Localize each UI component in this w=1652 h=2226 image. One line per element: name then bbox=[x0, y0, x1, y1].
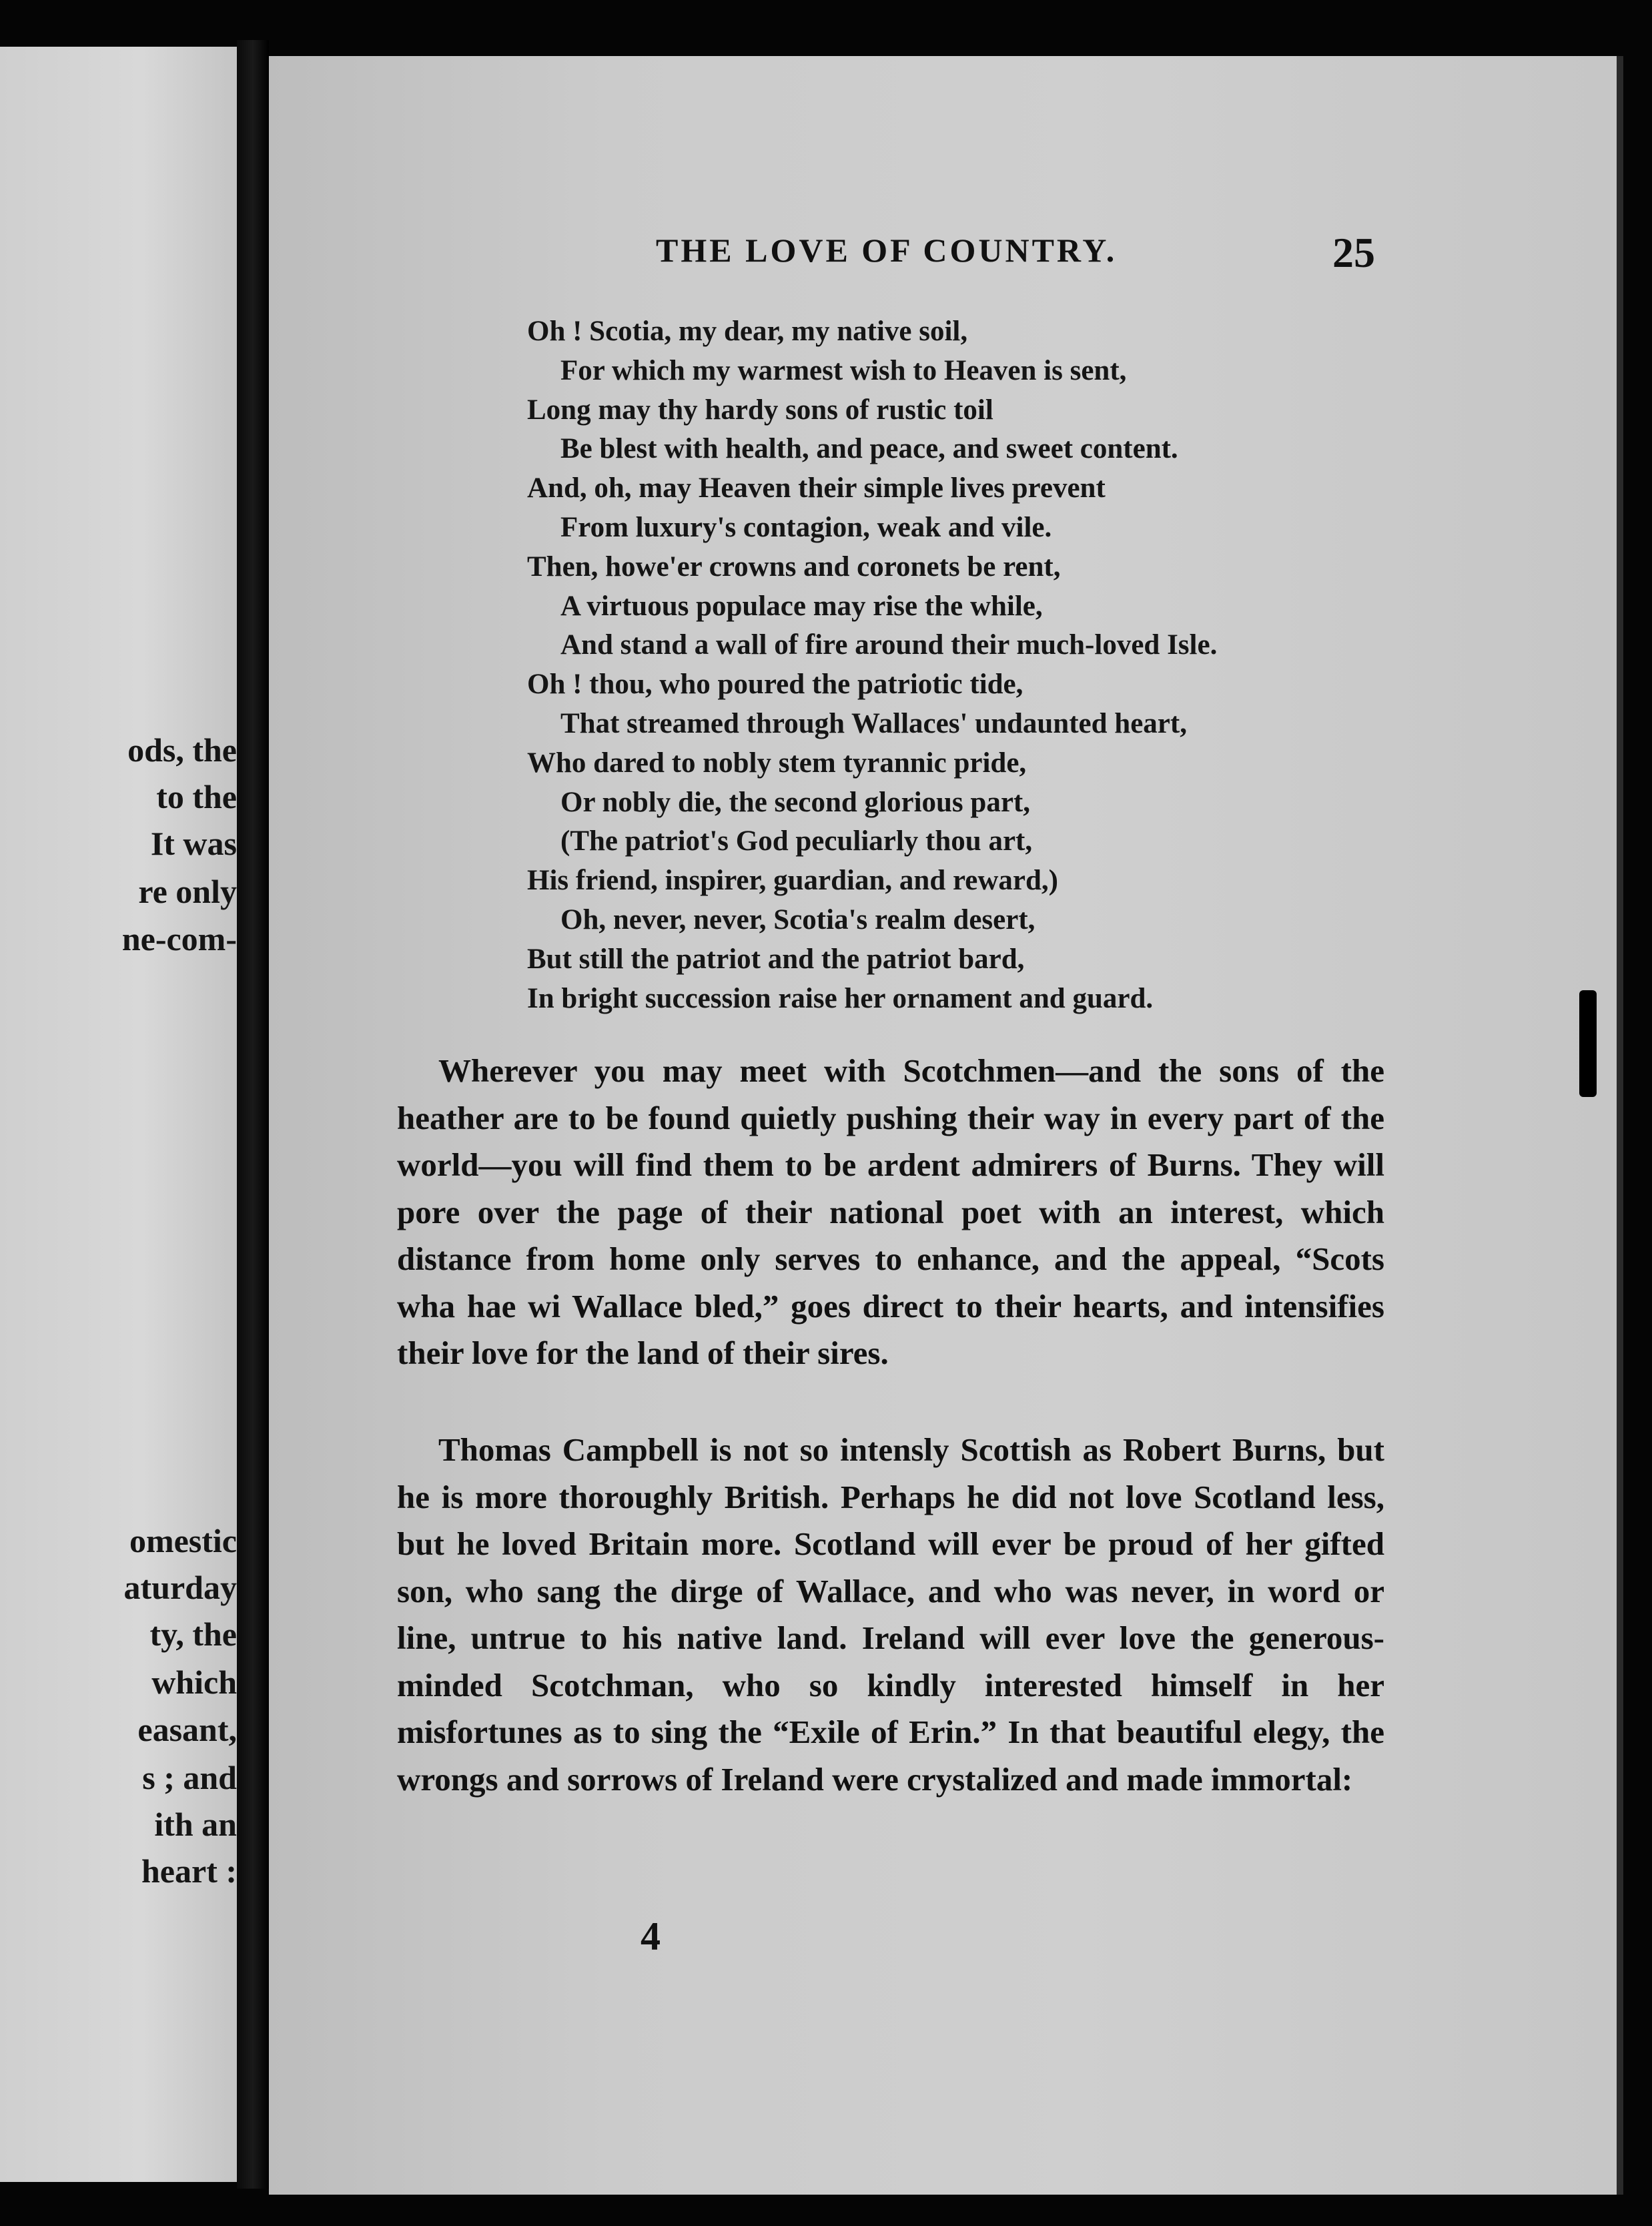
poem-block bbox=[527, 312, 1394, 1018]
running-head: THE LOVE OF COUNTRY. bbox=[656, 232, 1118, 269]
paragraph: Thomas Campbell is not so intensly Scottish as Robert Burns, but he is more thoroughly British. Perhaps he did not love Scotland less, but he loved Britain more. Scotland will ever be proud of her gifted son, who sang the dirge of Wallace, and who was never, in word or line, untrue to his native land. Ireland will ever love the generous-minded Scotchman, who so kindly interested himself in her misfortunes as to sing the “Exile of Erin.” In that beautiful elegy, the wrongs and sorrows of Ireland were crystalized and made immortal: bbox=[397, 1431, 1384, 1798]
left-page-fragment: which bbox=[151, 1663, 237, 1701]
left-page-fragment: re only bbox=[138, 873, 237, 910]
left-page-fragment: ods, the bbox=[127, 731, 237, 769]
poem-line: Be blest with health, and peace, and sweet content. bbox=[560, 433, 1178, 465]
page-edge-tab bbox=[1579, 990, 1597, 1097]
paragraph: Wherever you may meet with Scotchmen—and the sons of the heather are to be found quietly pushing their way in every part of the world—you will find them to be ardent admirers of Burns. They will pore over the page of their national poet with an interest, which distance from home only serves to enhance, and the appeal, “Scots wha hae wi Wallace bled,” goes direct to their hearts, and intensifies their love for the land of their sires. bbox=[397, 1052, 1384, 1371]
poem-line: But still the patriot and the patriot bard, bbox=[527, 943, 1025, 975]
poem-line: A virtuous populace may rise the while, bbox=[560, 590, 1043, 622]
poem-line: And, oh, may Heaven their simple lives prevent bbox=[527, 472, 1106, 504]
poem-line: Oh ! thou, who poured the patriotic tide, bbox=[527, 669, 1023, 701]
poem-line: And stand a wall of fire around their much-loved Isle. bbox=[560, 629, 1218, 661]
poem-line: For which my warmest wish to Heaven is sent, bbox=[560, 354, 1127, 386]
left-page-fragment: ith an bbox=[154, 1806, 237, 1843]
poem-line: His friend, inspirer, guardian, and reward,) bbox=[527, 865, 1059, 897]
left-page-fragment: easant, bbox=[137, 1711, 237, 1748]
left-page-fragment: It was bbox=[150, 825, 237, 862]
poem-line: Long may thy hardy sons of rustic toil bbox=[527, 394, 993, 426]
poem-line: Who dared to nobly stem tyrannic pride, bbox=[527, 747, 1027, 779]
left-page-fragment: s ; and bbox=[142, 1759, 237, 1796]
page-number: 25 bbox=[1332, 229, 1375, 276]
poem-line: Oh, never, never, Scotia's realm desert, bbox=[560, 903, 1036, 936]
left-page-fragment: aturday bbox=[123, 1569, 237, 1606]
left-page-fragment: ty, the bbox=[149, 1615, 237, 1653]
poem-line: Or nobly die, the second glorious part, bbox=[560, 786, 1030, 818]
poem-line: (The patriot's God peculiarly thou art, bbox=[560, 825, 1033, 857]
book-spine bbox=[237, 40, 269, 2189]
left-page-fragment: ne-com- bbox=[121, 920, 237, 958]
poem-line: That streamed through Wallaces' undaunted heart, bbox=[560, 707, 1187, 739]
signature-mark: 4 bbox=[641, 1914, 661, 1958]
poem-line: From luxury's contagion, weak and vile. bbox=[560, 511, 1052, 543]
left-page bbox=[0, 47, 237, 2182]
left-page-fragment: omestic bbox=[129, 1522, 237, 1559]
poem-line: Then, howe'er crowns and coronets be rent, bbox=[527, 550, 1061, 583]
poem-line: In bright succession raise her ornament and guard. bbox=[527, 982, 1154, 1014]
left-page-fragment: heart : bbox=[141, 1852, 237, 1890]
poem-line: Oh ! Scotia, my dear, my native soil, bbox=[527, 316, 968, 347]
left-page-fragment: to the bbox=[156, 778, 237, 815]
